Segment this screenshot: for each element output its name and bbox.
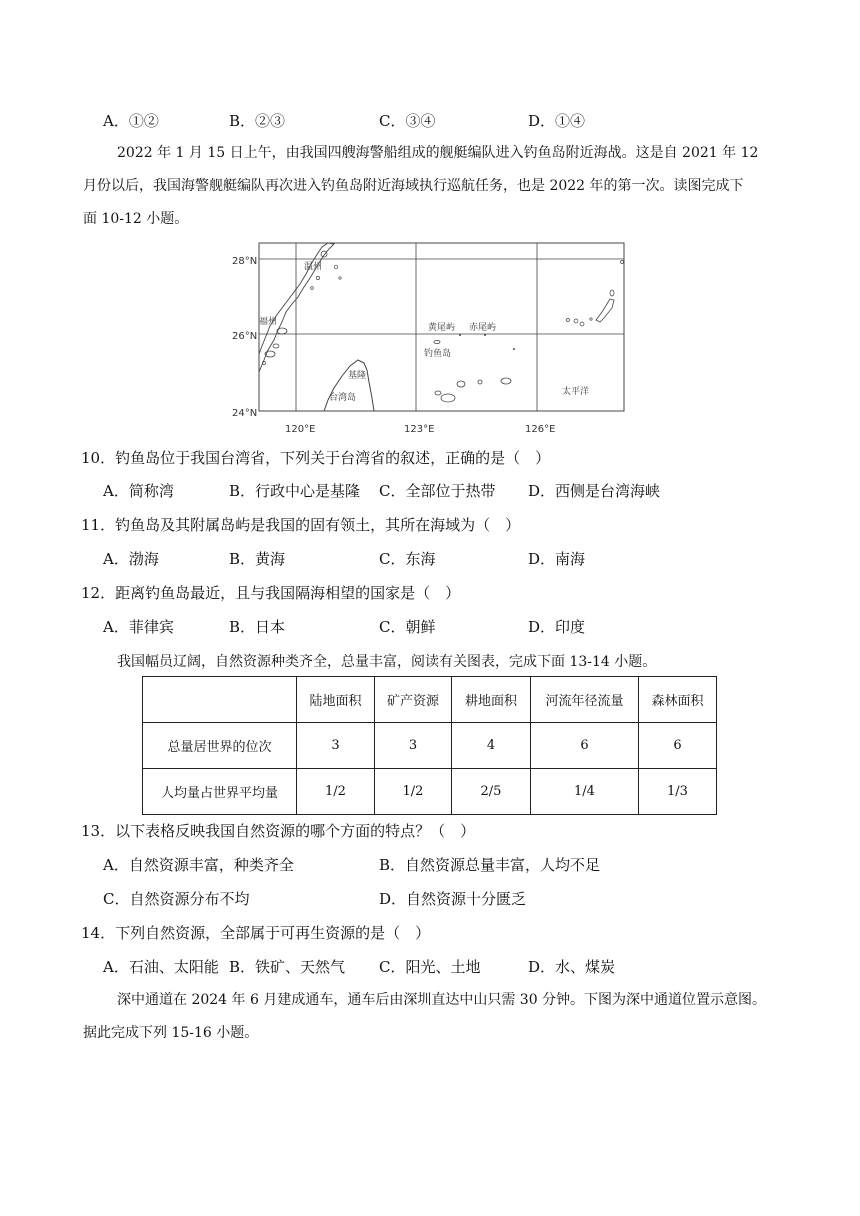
- cell: 2/5: [452, 769, 531, 815]
- table-header-empty: [143, 677, 297, 723]
- lon-126e: 126°E: [525, 424, 556, 435]
- q14-option-d: D．水、煤炭: [528, 958, 616, 976]
- cell: 3: [375, 723, 452, 769]
- q9-option-b: B．②③: [229, 112, 286, 130]
- q12-option-c: C．朝鲜: [379, 618, 436, 636]
- cell: 1/3: [639, 769, 717, 815]
- q13-stem: 13．以下表格反映我国自然资源的哪个方面的特点？（ ）: [81, 822, 476, 840]
- cell: 3: [297, 723, 375, 769]
- cell: 1/2: [375, 769, 452, 815]
- table-header-farmland: 耕地面积: [452, 677, 531, 723]
- lat-26n: 26°N: [232, 331, 258, 342]
- q12-stem: 12．距离钓鱼岛最近，且与我国隔海相望的国家是（ ）: [81, 584, 461, 602]
- intro3-line1: 深中通道在 2024 年 6 月建成通车，通车后由深圳直达中山只需 30 分钟。下图为深中通道位置示意图。: [117, 992, 767, 1008]
- q14-option-c: C．阳光、土地: [379, 958, 481, 976]
- label-pacific: 太平洋: [562, 387, 590, 397]
- cell: 6: [531, 723, 639, 769]
- cell: 1/2: [297, 769, 375, 815]
- intro2: 我国幅员辽阔，自然资源种类齐全，总量丰富，阅读有关图表，完成下面 13-14 小题。: [117, 654, 657, 670]
- table-header-forest: 森林面积: [639, 677, 717, 723]
- q14-option-a: A．石油、太阳能: [103, 958, 219, 976]
- q9-option-c: C．③④: [379, 112, 436, 130]
- q11-option-b: B．黄海: [229, 550, 286, 568]
- lat-28n: 28°N: [232, 256, 258, 267]
- table-header-land: 陆地面积: [297, 677, 375, 723]
- row-label-percapita: 人均量占世界平均量: [143, 769, 297, 815]
- q12-option-a: A．菲律宾: [103, 618, 174, 636]
- label-fuzhou: 福州: [259, 317, 278, 327]
- lon-120e: 120°E: [285, 424, 316, 435]
- q13-option-b: B．自然资源总量丰富，人均不足: [379, 856, 601, 874]
- q12-option-d: D．印度: [528, 618, 586, 636]
- intro1-line3: 面 10-12 小题。: [83, 211, 189, 227]
- intro1-line1: 2022 年 1 月 15 日上午，由我国四艘海警船组成的舰艇编队进入钓鱼岛附近海战。这是自 2021 年 12: [117, 145, 759, 161]
- resource-table: [142, 676, 717, 815]
- table-row: [143, 769, 717, 815]
- q11-option-a: A．渤海: [103, 550, 159, 568]
- label-jilong: 基隆: [348, 371, 367, 381]
- label-diaoyu: 钓鱼岛: [424, 349, 452, 359]
- cell: 1/4: [531, 769, 639, 815]
- intro3-line2: 据此完成下列 15-16 小题。: [83, 1025, 259, 1041]
- q10-option-b: B．行政中心是基隆: [229, 482, 361, 500]
- lon-123e: 123°E: [404, 424, 435, 435]
- intro1-line2: 月份以后，我国海警舰艇编队再次进入钓鱼岛附近海域执行巡航任务，也是 2022 年的第一次。读图完成下: [83, 178, 744, 194]
- cell: 6: [639, 723, 717, 769]
- q10-option-c: C．全部位于热带: [379, 482, 496, 500]
- table-header-runoff: 河流年径流量: [531, 677, 639, 723]
- q10-option-a: A．简称湾: [103, 482, 174, 500]
- q10-option-d: D．西侧是台湾海峡: [528, 482, 661, 500]
- q14-option-b: B．铁矿、天然气: [229, 958, 346, 976]
- q11-option-c: C．东海: [379, 550, 436, 568]
- q9-option-d: D．①④: [528, 112, 586, 130]
- label-huangwei: 黄尾屿: [428, 323, 456, 333]
- q13-option-a: A．自然资源丰富，种类齐全: [103, 856, 294, 874]
- diaoyu-map: [256, 242, 626, 420]
- row-label-rank: 总量居世界的位次: [143, 723, 297, 769]
- cell: 4: [452, 723, 531, 769]
- q14-stem: 14．下列自然资源，全部属于可再生资源的是（ ）: [81, 924, 431, 942]
- q13-option-d: D．自然资源十分匮乏: [379, 890, 527, 908]
- label-chiwei: 赤尾屿: [469, 323, 497, 333]
- q13-option-c: C．自然资源分布不均: [103, 890, 250, 908]
- q10-stem: 10．钓鱼岛位于我国台湾省，下列关于台湾省的叙述，正确的是（ ）: [81, 449, 551, 467]
- q11-stem: 11．钓鱼岛及其附属岛屿是我国的固有领土，其所在海域为（ ）: [81, 516, 521, 534]
- label-wenzhou: 温州: [304, 262, 323, 272]
- q12-option-b: B．日本: [229, 618, 286, 636]
- lat-24n: 24°N: [232, 408, 258, 419]
- q9-option-a: A．①②: [103, 112, 159, 130]
- label-taiwan: 台湾岛: [329, 393, 357, 403]
- table-header-mineral: 矿产资源: [375, 677, 452, 723]
- table-row: [143, 723, 717, 769]
- q11-option-d: D．南海: [528, 550, 586, 568]
